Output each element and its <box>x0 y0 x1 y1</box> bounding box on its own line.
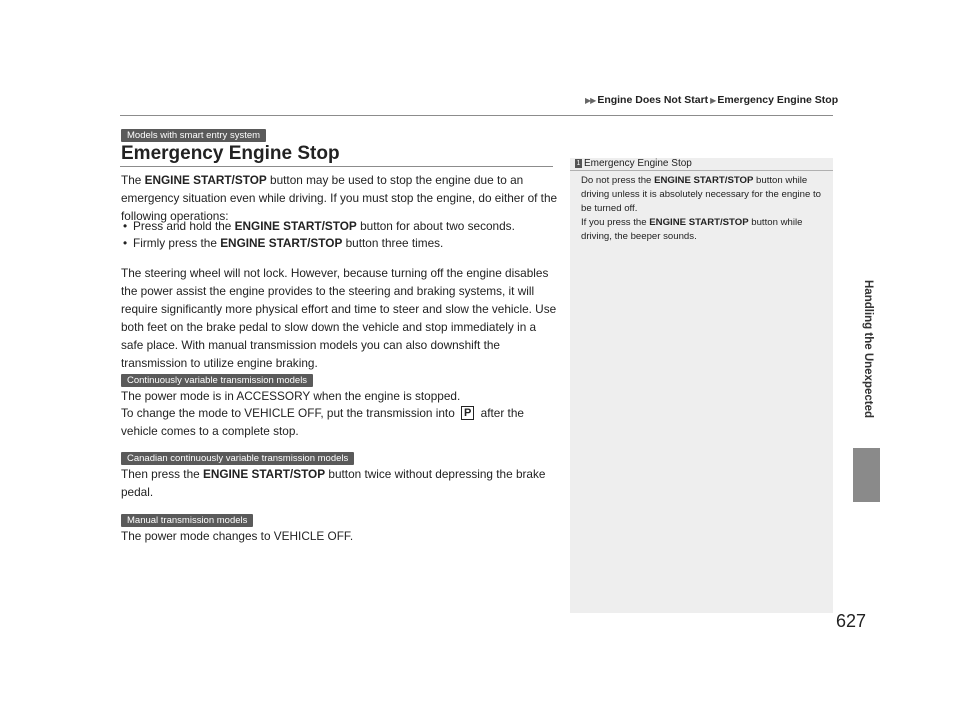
breadcrumb-current: Emergency Engine Stop <box>717 94 839 106</box>
title-divider <box>120 166 553 167</box>
page-title: Emergency Engine Stop <box>121 143 340 164</box>
steering-paragraph: The steering wheel will not lock. However, because turning off the engine disables the power assist the engine provides to the steering and braking systems, it will require significantly more physical effort and time to steer and slow the vehicle. Use both feet on the brake pedal to slow down the vehicle and stop immediately in a safe place. With manual transmission models you can also downshift the transmission to utilize engine braking. <box>121 266 557 370</box>
note-paragraph-1: Do not press the ENGINE START/STOP button while driving unless it is absolutely necessary for the engine to be turned off. <box>581 175 821 214</box>
button-name: ENGINE START/STOP <box>144 173 267 187</box>
cvt-line-2: To change the mode to VEHICLE OFF, put the transmission into P after the vehicle comes to a complete stop. <box>121 406 524 438</box>
note-paragraph-2: If you press the ENGINE START/STOP button while driving, the beeper sounds. <box>581 217 803 242</box>
side-tab-label[interactable]: Handling the Unexpected <box>862 280 874 419</box>
manual-line: The power mode changes to VEHICLE OFF. <box>121 529 354 543</box>
badge-canadian-cvt: Canadian continuously variable transmission models <box>121 452 354 465</box>
badge-smart-entry: Models with smart entry system <box>121 129 266 142</box>
canadian-paragraph: Then press the ENGINE START/STOP button twice without depressing the brake pedal. <box>121 467 546 499</box>
intro-paragraph: The ENGINE START/STOP button may be used to stop the engine due to an emergency situation even while driving. If you must stop the engine, do either of the following operations: <box>121 173 558 223</box>
page-number: 627 <box>836 611 867 631</box>
list-item: • Firmly press the ENGINE START/STOP button three times. <box>123 236 444 250</box>
header-divider <box>120 115 833 116</box>
note-divider <box>570 170 833 171</box>
breadcrumb <box>585 94 838 106</box>
note-marker-icon: 1 <box>576 160 581 167</box>
cvt-line-1: The power mode is in ACCESSORY when the engine is stopped. <box>121 389 461 403</box>
park-key-icon: P <box>461 406 474 420</box>
note-body <box>581 174 826 244</box>
badge-cvt: Continuously variable transmission models <box>121 374 313 387</box>
breadcrumb-parent[interactable]: Engine Does Not Start <box>597 94 709 106</box>
note-heading: 1 Emergency Engine Stop <box>576 158 692 169</box>
side-tab-marker <box>853 448 880 502</box>
arrow-icon: ▶ <box>710 95 716 105</box>
badge-manual: Manual transmission models <box>121 514 253 527</box>
double-arrow-icon: ▶▶ <box>585 95 596 105</box>
list-item: • Press and hold the ENGINE START/STOP button for about two seconds. <box>123 219 515 233</box>
